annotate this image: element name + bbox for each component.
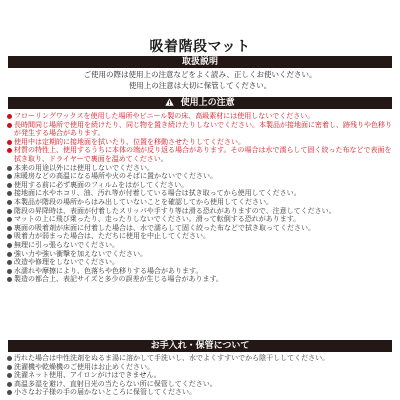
list-item: 洗濯機や乾燥機のご使用はお止めください。 <box>6 363 396 372</box>
section-label-care: お手入れ・保管について <box>150 341 250 351</box>
list-item: フローリングワックスを使用した場所やビニール製の床、高級素材には使用しないでください。 <box>6 112 396 121</box>
list-item: 強い力や強い衝撃を加えないでください。 <box>6 250 396 259</box>
list-item: 使用中は定期的に接地面を拭いたり、位置を移動させたりしてください。 <box>6 138 396 147</box>
list-item: 小さなお子様の手の届かないところに保管してください。 <box>6 388 396 397</box>
intro-text <box>0 69 400 91</box>
list-item: 接地面に水やホコリ、油、汚れ等が付着している場合は拭き取ってから使用してください。 <box>6 189 396 198</box>
list-item: 床暖房などの高温になる場所や火のそばに置かないでください。 <box>6 172 396 181</box>
section-header-usage <box>8 97 392 109</box>
list-item: 吸着力が弱まった場合は、ただちに使用を中止してください。 <box>6 232 396 241</box>
list-item: 高温多湿を避け、直射日光の当たらない所に保管してください。 <box>6 380 396 389</box>
list-item: 使用する前に必ず裏面のフィルムをはがしてください。 <box>6 181 396 190</box>
intro-line: 使用上の注意は大切に保管してください。 <box>128 81 272 90</box>
list-item: 本来の用途以外には使用しないでください。 <box>6 164 396 173</box>
list-item: 水濡れや摩擦により、色落ちや色移りする場合があります。 <box>6 267 396 276</box>
list-item: 洗濯ネット使用、アイロンがけはできません。 <box>6 371 396 380</box>
list-item: 製造の都合上、表記サイズと多少の誤差が生じる場合があります。 <box>6 275 396 284</box>
list-item: 本製品が階段の場所からはみ出していないことを確認してから使用してください。 <box>6 198 396 207</box>
section-label-usage: 使用上の注意 <box>180 98 235 108</box>
list-item: 裏面の吸着剤が床面に付着した場合は、水で濡らして固く絞った布などで拭き取ってください。 <box>6 224 396 233</box>
care-list <box>6 354 396 397</box>
list-item: 階段の昇降時は、表面が付着したスリッパや手すり等は滑る恐れがありますので、注意してください。 <box>6 207 396 216</box>
list-item: 改造や修理をしないでください。 <box>6 258 396 267</box>
intro-line: ご使用の際は使用上の注意などをよく読み、正しくお使いください。 <box>83 70 317 79</box>
list-item: 無理に引っ張らないでください。 <box>6 241 396 250</box>
list-item: マットの上に飛び乗ったり、走ったりしないでください。滑って転倒する恐れがあります。 <box>6 215 396 224</box>
page-title: 吸着階段マット <box>149 39 251 55</box>
section-header-handling <box>8 56 392 68</box>
section-label-handling: 取扱説明 <box>181 57 218 67</box>
list-item: 長時間同じ場所で使用を続けたり、同じ物を置き続けたりしないでください。本製品が接地面に密着し、跡残りや色移りが発生する場合があります。 <box>6 121 396 138</box>
list-item: 汚れた場合は中性洗剤をぬるま湯に溶かして手洗いし、水でよくすすいでから陰干ししてください。 <box>6 354 396 363</box>
list-item: 材質の特性上、使用するうちに本体の端が反り返る場合があります。その場合は水で濡らして固く絞った布などで表面を拭き取り、ドライヤーで裏面を温めてください。 <box>6 146 396 163</box>
warning-triangle-icon <box>165 97 174 109</box>
section-header-care <box>8 340 392 352</box>
usage-list <box>6 112 396 284</box>
